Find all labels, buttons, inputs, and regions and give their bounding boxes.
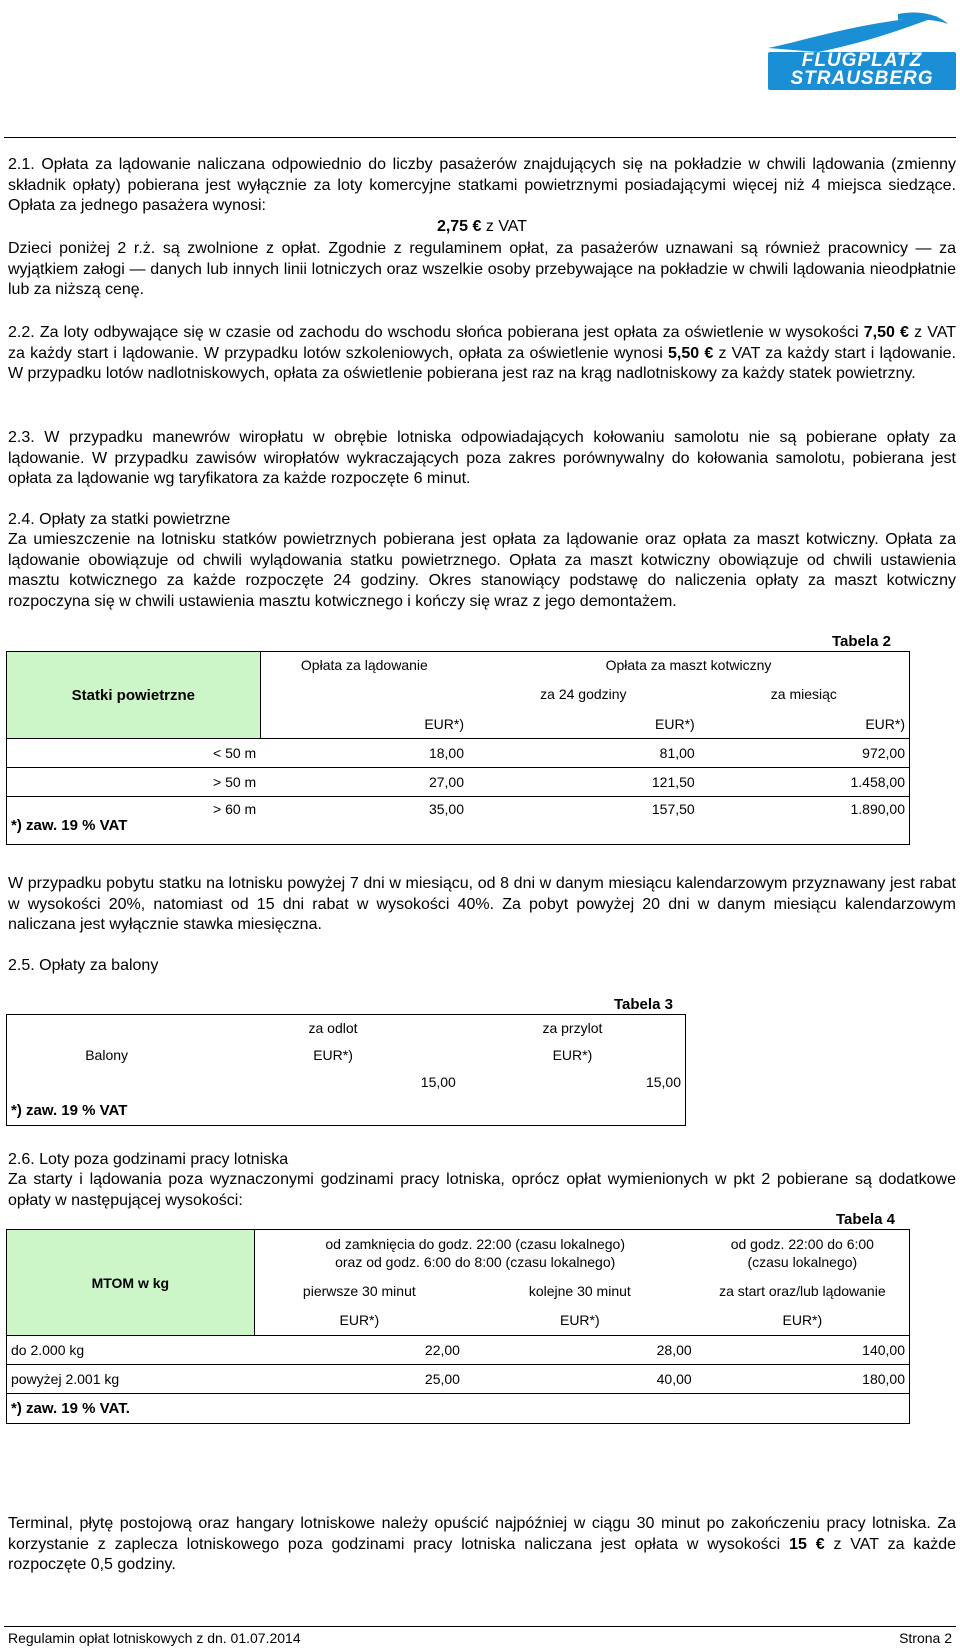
table4-row-label: powyżej 2.001 kg bbox=[7, 1365, 255, 1394]
table3-rowhead: Balony bbox=[7, 1015, 207, 1096]
section-2-2 bbox=[8, 323, 956, 385]
passenger-fee-suffix: z VAT bbox=[481, 218, 528, 235]
header-rule bbox=[4, 137, 956, 138]
table4-h-next: kolejne 30 minut bbox=[528, 1282, 631, 1299]
table4-caption: Tabela 4 bbox=[836, 1211, 895, 1228]
table2-row-label: < 50 m bbox=[7, 739, 261, 768]
flugplatz-logo bbox=[748, 10, 958, 92]
table3-cell: 15,00 bbox=[460, 1069, 686, 1096]
table2-unit: EUR*) bbox=[468, 710, 699, 739]
table4-cell: 140,00 bbox=[696, 1336, 910, 1365]
table3-h-departure: za odlot bbox=[206, 1015, 460, 1042]
table2-h-landing: Opłata za lądowanie bbox=[260, 652, 468, 679]
table2-caption: Tabela 2 bbox=[832, 633, 891, 650]
table4-cell: 40,00 bbox=[464, 1365, 696, 1394]
table2-unit: EUR*) bbox=[699, 710, 910, 739]
table4-h-evening bbox=[254, 1230, 695, 1276]
table4-unit: EUR*) bbox=[696, 1306, 910, 1336]
logo-text-line1: FLUGPLATZ bbox=[801, 50, 923, 71]
table4-row-label: do 2.000 kg bbox=[7, 1336, 255, 1365]
table4-rowhead bbox=[7, 1230, 255, 1336]
terminal-text-b: z VAT za każde rozpoczęte 0,5 godziny. bbox=[8, 1535, 957, 1573]
lighting-fee-value: 7,50 € bbox=[863, 324, 909, 341]
table2-cell: 157,50 bbox=[651, 800, 695, 817]
s22-text-b: z VAT za każdy start i lądowanie. W przypadku lotów szkoleniowych, opłata za oświetlenie wynosi bbox=[8, 324, 957, 362]
table2-rowhead: Statki powietrzne bbox=[7, 652, 261, 739]
section-2-1-intro: 2.1. Opłata za lądowanie naliczana odpowiednio do liczby pasażerów znajdujących się na pokładzie w chwili lądowania (zmienny składnik opłaty) pobierana jest wyłącznie za loty komercyjne statkami powietrznymi posiadającymi więcej niż 4 miejsca siedzące. Opłata za jednego pasażera wynosi: bbox=[8, 156, 956, 214]
table-row bbox=[7, 1336, 910, 1365]
logo-text-line2: STRAUSBERG bbox=[790, 68, 934, 89]
discount-paragraph: W przypadku pobytu statku na lotnisku powyżej 7 dni w miesiącu, od 8 dni w danym miesiącu kalendarzowym przyznawany jest rabat w wysokości 20%, natomiast od 15 dni rabat w wysokości 40%. Za pobyt powyżej 20 dni w danym miesiącu kalendarzowym naliczana jest wyłącznie stawka miesięczna. bbox=[8, 875, 956, 933]
table2-h-mast: Opłata za maszt kotwiczny bbox=[468, 652, 910, 679]
passenger-fee bbox=[8, 217, 956, 238]
table4-h-evening-line2: oraz od godz. 6:00 do 8:00 (czasu lokalnego) bbox=[335, 1253, 616, 1270]
table4-cell: 22,00 bbox=[254, 1336, 464, 1365]
table4-h-start: za start oraz/lub lądowanie bbox=[696, 1276, 910, 1306]
passenger-fee-value: 2,75 € bbox=[436, 218, 482, 235]
footer-title: Regulamin opłat lotniskowych z dn. 01.07.2014 bbox=[8, 1630, 301, 1646]
terminal-fee-value: 15 € bbox=[789, 1535, 825, 1553]
table-row bbox=[7, 1365, 910, 1394]
footer-page-number: Strona 2 bbox=[899, 1630, 952, 1646]
table3-cell: 15,00 bbox=[420, 1074, 456, 1090]
section-2-4-body: Za umieszczenie na lotnisku statków powietrznych pobierana jest opłata za lądowanie oraz opłata za maszt kotwiczny. Opłata za lądowanie obowiązuje od chwili wylądowania statku powietrznego. Opłata za maszt kotwiczny obowiązuje od chwili ustawienia masztu kotwicznego za każde rozpoczęte 24 godziny. Okres stanowiący podstawę do naliczenia opłaty za maszt kotwiczny rozpoczyna się w chwili ustawienia masztu kotwicznego i kończy się wraz z jego demontażem. bbox=[8, 531, 956, 610]
section-2-5-heading: 2.5. Opłaty za balony bbox=[8, 957, 159, 974]
table2-row-label: > 60 m bbox=[7, 797, 261, 817]
table-row bbox=[7, 797, 910, 817]
table2-h-month: za miesiąc bbox=[699, 679, 910, 710]
table2-cell: 1.458,00 bbox=[699, 768, 910, 797]
table-row bbox=[7, 768, 910, 797]
table2-cell: 972,00 bbox=[699, 739, 910, 768]
table4-cell: 28,00 bbox=[464, 1336, 696, 1365]
page-footer bbox=[4, 1626, 956, 1646]
table2-cell: 27,00 bbox=[260, 768, 468, 797]
section-2-4-heading: 2.4. Opłaty za statki powietrzne bbox=[8, 511, 231, 528]
table2-row-label: > 50 m bbox=[7, 768, 261, 797]
table3-unit: EUR*) bbox=[460, 1042, 686, 1069]
table-row bbox=[7, 739, 910, 768]
table4-h-night-line2: (czasu lokalnego) bbox=[747, 1253, 858, 1270]
table2-note: *) zaw. 19 % VAT bbox=[7, 817, 910, 845]
table2-cell: 121,50 bbox=[468, 768, 699, 797]
table2-cell: 1.890,00 bbox=[699, 797, 910, 817]
table2-unit: EUR*) bbox=[260, 710, 468, 739]
table4-unit: EUR*) bbox=[464, 1306, 696, 1336]
s22-text-a: 2.2. Za loty odbywające się w czasie od zachodu do wschodu słońca pobierana jest opłata za oświetlenie w wysokości bbox=[8, 324, 864, 341]
table4-h-first: pierwsze 30 minut bbox=[302, 1282, 416, 1299]
table2-cell: 81,00 bbox=[468, 739, 699, 768]
table3-note: *) zaw. 19 % VAT bbox=[7, 1096, 686, 1126]
table2-h-24h: za 24 godziny bbox=[540, 686, 627, 702]
table4-cell: 25,00 bbox=[254, 1365, 464, 1394]
table4-note: *) zaw. 19 % VAT. bbox=[7, 1394, 910, 1424]
table2-cell: 18,00 bbox=[260, 739, 468, 768]
table4-h-night-line1: od godz. 22:00 do 6:00 bbox=[730, 1235, 874, 1252]
table4-rowhead-text: MTOM w kg bbox=[91, 1274, 170, 1291]
terminal-paragraph bbox=[8, 1514, 956, 1576]
table3-unit: EUR*) bbox=[313, 1047, 353, 1063]
table4-h-night bbox=[696, 1230, 910, 1276]
table4-unit: EUR*) bbox=[254, 1306, 464, 1336]
table4-cell: 180,00 bbox=[696, 1365, 910, 1394]
section-2-6-heading: 2.6. Loty poza godzinami pracy lotniska bbox=[8, 1151, 289, 1168]
table4 bbox=[6, 1229, 910, 1424]
table3-caption: Tabela 3 bbox=[614, 996, 673, 1013]
table3-h-arrival: za przylot bbox=[460, 1015, 686, 1042]
section-2-6-body: Za starty i lądowania poza wyznaczonymi godzinami pracy lotniska, oprócz opłat wymienionych w pkt 2 pobierane są dodatkowe opłaty w następującej wysokości: bbox=[8, 1171, 956, 1209]
table3 bbox=[6, 1014, 686, 1126]
s22-text-c: z VAT za każdy start i lądowanie. W przypadku lotów nadlotniskowych, opłata za oświetlenie pobierana jest raz na krąg nadlotniskowy za każdy statek powietrzny. bbox=[8, 344, 957, 382]
table2 bbox=[6, 651, 910, 845]
table4-h-evening-line1: od zamknięcia do godz. 22:00 (czasu lokalnego) bbox=[325, 1235, 626, 1252]
table2-cell: 35,00 bbox=[428, 800, 464, 817]
training-lighting-fee-value: 5,50 € bbox=[667, 344, 714, 362]
terminal-text-a: Terminal, płytę postojową oraz hangary lotniskowe należy opuścić najpóźniej w ciągu 30 minut po zakończeniu pracy lotniska. Za korzystanie z zaplecza lotniskowego poza godzinami pracy lotniska naliczana jest opłata w wysokości bbox=[8, 1515, 956, 1553]
section-2-3: 2.3. W przypadku manewrów wiropłatu w obrębie lotniska odpowiadających kołowaniu samolotu nie są pobierane opłaty za lądowanie. W przypadku zawisów wiropłatów wykraczających poza zakres porównywalny do kołowania samolotu, pobierana jest opłata za lądowanie wg taryfikatora za każde rozpoczęte 6 minut. bbox=[8, 429, 956, 487]
section-2-1-body: Dzieci poniżej 2 r.ż. są zwolnione z opłat. Zgodnie z regulaminem opłat, za pasażerów uznawani są również pracownicy — za wyjątkiem załogi — danych lub innych linii lotniczych oraz wszelkie osoby przebywające na pokładzie w chwili lądowania nieodpłatnie lub za niższą cenę. bbox=[8, 240, 956, 298]
